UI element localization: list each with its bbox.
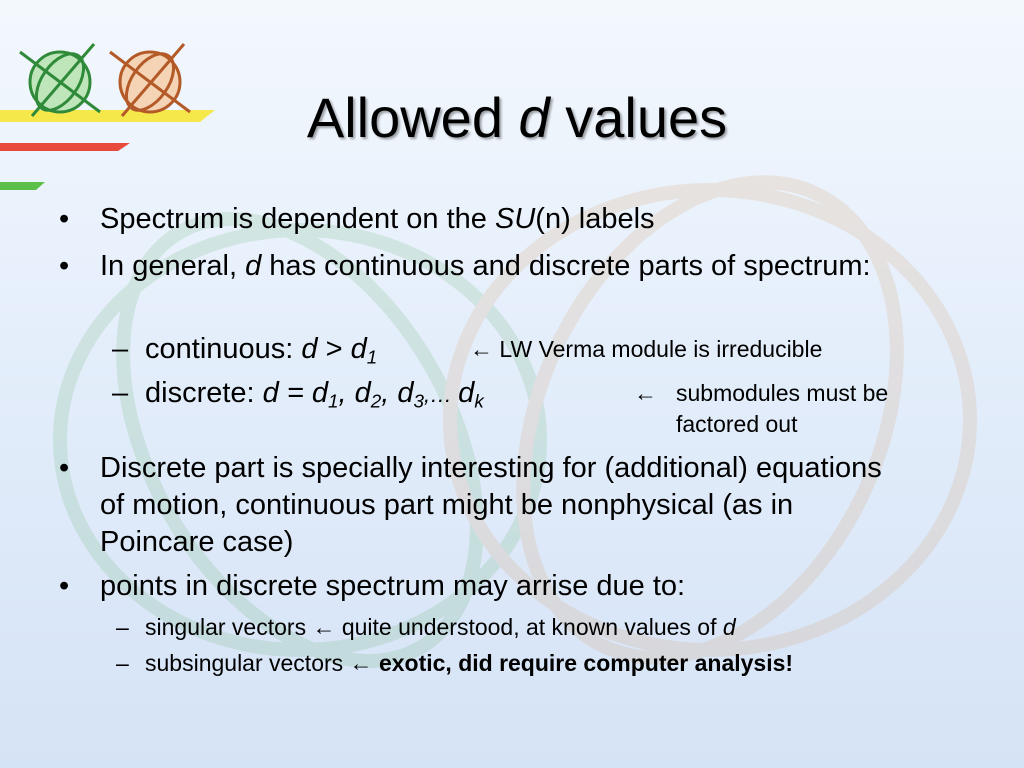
note-discrete-line1: submodules must be xyxy=(676,380,889,406)
bullet-text: In general, xyxy=(100,250,246,282)
bullet-glyph: • xyxy=(59,203,70,235)
subitem-text: subsingular vectors ← xyxy=(145,650,379,676)
note-discrete-arrow: ← xyxy=(634,380,657,406)
math-ellipsis: ,… xyxy=(423,382,459,407)
subitem-discrete xyxy=(112,375,484,413)
bullet-text: Discrete part is specially interesting for (additional) equations of motion, continuous part might be nonphysical (as in Poincare case) xyxy=(100,452,882,558)
dash-glyph: – xyxy=(112,333,129,365)
subitem-label: discrete: xyxy=(145,377,263,409)
math-subscript: 3 xyxy=(413,390,424,412)
bullet-text: points in discrete spectrum may arrise due to: xyxy=(100,570,686,602)
bullet-item-discrete-part xyxy=(59,450,890,561)
math-expr: , d xyxy=(338,377,371,409)
math-var: d xyxy=(301,333,318,365)
subitem-strong: exotic, did require computer analysis! xyxy=(378,650,794,676)
subitem-text: singular vectors ← quite understood, at known values of xyxy=(145,614,723,640)
subitem-label: continuous: xyxy=(145,333,302,365)
math-subscript: k xyxy=(474,390,484,412)
bullet-emphasis: d xyxy=(245,250,262,282)
bullet-glyph: • xyxy=(59,452,70,484)
math-expr: d = d xyxy=(262,377,328,409)
title-text-post: values xyxy=(549,86,728,149)
subitem-continuous xyxy=(112,331,378,368)
title-text-pre: Allowed xyxy=(306,86,519,149)
subitem-singular xyxy=(116,612,736,642)
bullet-text: Spectrum is dependent on the xyxy=(100,203,495,235)
math-subscript: 1 xyxy=(366,346,378,368)
bullet-text: has continuous and discrete parts of spectrum: xyxy=(261,250,871,282)
subitem-emphasis: d xyxy=(722,614,736,640)
bullet-item-spectrum xyxy=(59,201,880,238)
math-var: d xyxy=(350,333,367,365)
math-subscript: 1 xyxy=(327,390,339,412)
math-subscript: 2 xyxy=(370,390,382,412)
title-variable: d xyxy=(518,86,550,149)
bullet-item-points xyxy=(59,568,880,605)
slide-title xyxy=(0,82,1024,154)
math-var: d xyxy=(458,377,475,409)
dash-glyph: – xyxy=(116,614,129,640)
math-expr: , d xyxy=(381,377,414,409)
dash-glyph: – xyxy=(112,377,129,409)
bullet-emphasis: SU xyxy=(494,203,536,235)
bullet-item-general xyxy=(59,248,880,285)
bullet-glyph: • xyxy=(59,250,70,282)
note-discrete-line2: factored out xyxy=(676,411,798,437)
math-op: > xyxy=(317,333,351,365)
dash-glyph: – xyxy=(116,650,129,676)
bullet-glyph: • xyxy=(59,570,70,602)
bullet-text: (n) labels xyxy=(535,203,655,235)
subitem-subsingular xyxy=(116,648,794,678)
note-continuous: ← LW Verma module is irreducible xyxy=(470,336,823,362)
green-stripe xyxy=(0,182,45,190)
